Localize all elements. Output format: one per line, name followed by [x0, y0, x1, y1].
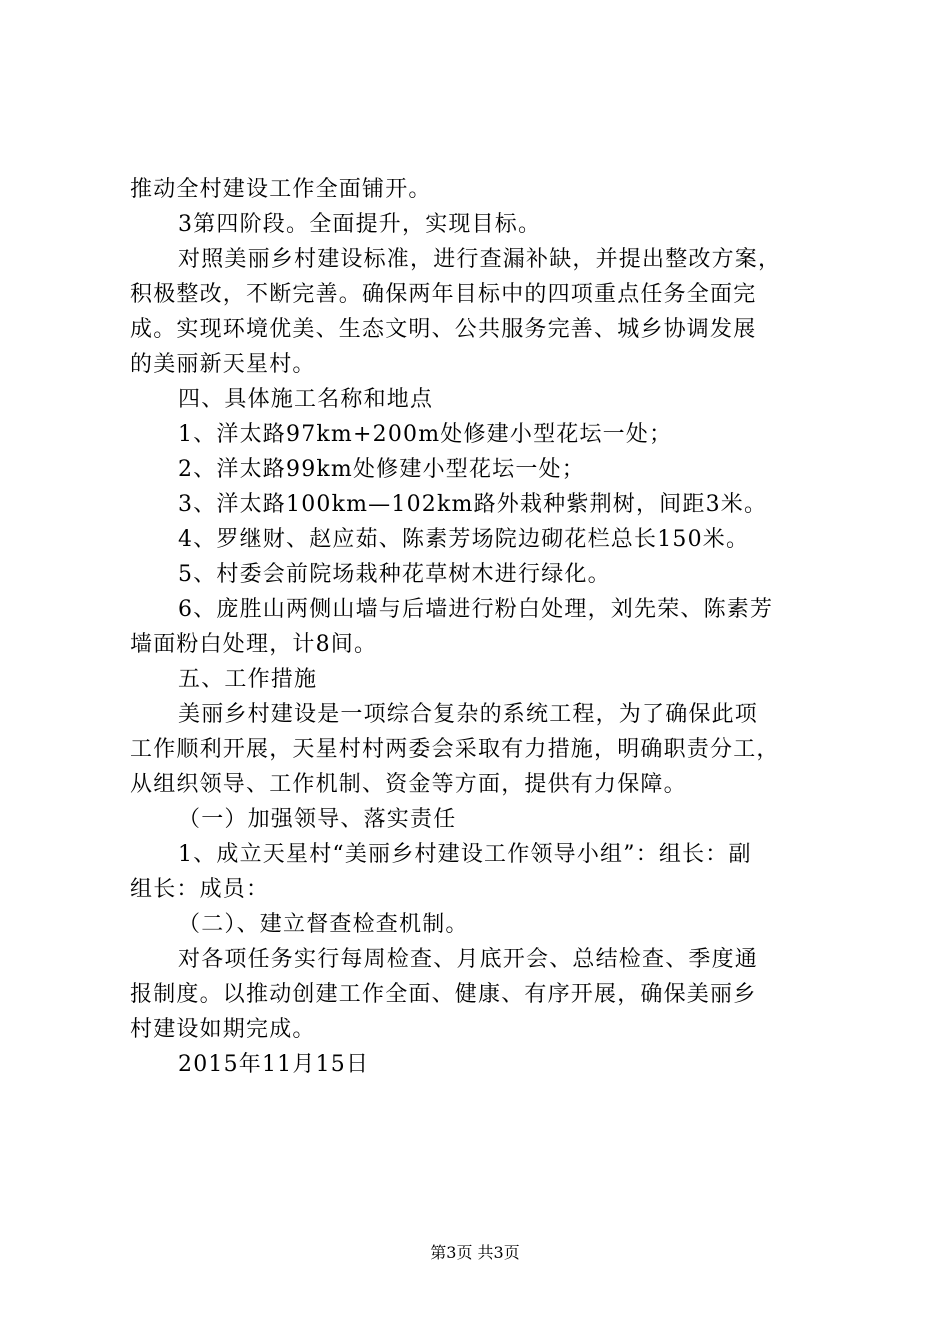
text-line: 1、洋太路97km+200m处修建小型花坛一处；: [178, 422, 673, 447]
text-line: 四、具体施工名称和地点: [178, 387, 434, 412]
text-line: 3第四阶段。全面提升，实现目标。: [178, 212, 542, 237]
text-line: （一）加强领导、落实责任: [178, 807, 457, 832]
text-line: 村建设如期完成。: [130, 1017, 316, 1042]
text-line: （二）、建立督查检查机制。: [178, 912, 469, 937]
text-line: 五、工作措施: [178, 667, 318, 692]
text-line: 工作顺利开展，天星村村两委会采取有力措施，明确职责分工，: [130, 737, 780, 762]
text-line: 6、庞胜山两侧山墙与后墙进行粉白处理，刘先荣、陈素芳: [178, 597, 774, 622]
text-line: 从组织领导、工作机制、资金等方面，提供有力保障。: [130, 772, 687, 797]
text-line: 2015年11月15日: [178, 1052, 370, 1077]
page-footer: 第3页 共3页: [430, 1243, 520, 1262]
text-line: 推动全村建设工作全面铺开。: [130, 177, 432, 202]
document-body: [130, 172, 830, 1082]
text-line: 5、村委会前院场栽种花草树木进行绿化。: [178, 562, 611, 587]
text-line: 墙面粉白处理，计8间。: [130, 632, 378, 657]
text-line: 成。实现环境优美、生态文明、公共服务完善、城乡协调发展: [130, 317, 757, 342]
text-line: 对各项任务实行每周检查、月底开会、总结检查、季度通: [178, 947, 759, 972]
text-line: 3、洋太路100km—102km路外栽种紫荆树，间距3米。: [178, 492, 768, 517]
text-line: 的美丽新天星村。: [130, 352, 316, 377]
text-line: 报制度。以推动创建工作全面、健康、有序开展，确保美丽乡: [130, 982, 757, 1007]
text-line: 对照美丽乡村建设标准，进行查漏补缺，并提出整改方案，: [178, 247, 782, 272]
text-line: 积极整改，不断完善。确保两年目标中的四项重点任务全面完: [130, 282, 757, 307]
text-line: 1、成立天星村“美丽乡村建设工作领导小组”：组长：副: [178, 842, 752, 867]
text-line: 组长：成员：: [130, 877, 270, 902]
text-line: 2、洋太路99km处修建小型花坛一处；: [178, 457, 585, 482]
text-line: 4、罗继财、赵应茹、陈素芳场院边砌花栏总长150米。: [178, 527, 750, 552]
text-line: 美丽乡村建设是一项综合复杂的系统工程，为了确保此项: [178, 702, 759, 727]
